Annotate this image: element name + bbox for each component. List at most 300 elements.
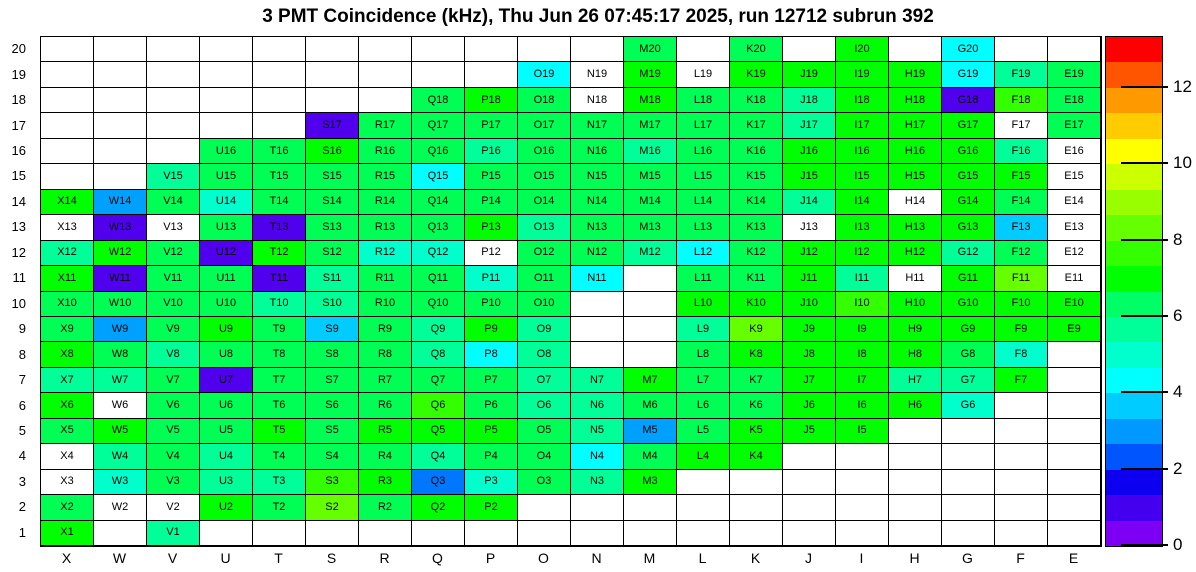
grid-cell-X10: X10 — [41, 292, 94, 317]
grid-cell-F8: F8 — [995, 342, 1048, 367]
grid-cell-U20 — [200, 37, 253, 62]
grid-cell-R13: R13 — [359, 215, 412, 240]
grid-cell-O1 — [518, 521, 571, 546]
grid-cell-P17: P17 — [465, 113, 518, 138]
grid-cell-K17: K17 — [730, 113, 783, 138]
grid-cell-G8: G8 — [942, 342, 995, 367]
grid-cell-S17: S17 — [306, 113, 359, 138]
grid-cell-P12: P12 — [465, 241, 518, 266]
grid-cell-K2 — [730, 495, 783, 520]
grid-cell-I14: I14 — [836, 190, 889, 215]
grid-cell-E11: E11 — [1048, 266, 1101, 291]
grid-cell-R5: R5 — [359, 419, 412, 444]
grid-cell-P10: P10 — [465, 292, 518, 317]
grid-cell-I20: I20 — [836, 37, 889, 62]
grid-cell-Q5: Q5 — [412, 419, 465, 444]
grid-cell-J12: J12 — [783, 241, 836, 266]
grid-cell-F5 — [995, 419, 1048, 444]
y-tick-20: 20 — [11, 41, 26, 57]
y-tick-12: 12 — [11, 244, 26, 260]
grid-cell-S4: S4 — [306, 444, 359, 469]
grid-cell-I9: I9 — [836, 317, 889, 342]
grid-cell-Q2: Q2 — [412, 495, 465, 520]
grid-cell-K19: K19 — [730, 62, 783, 87]
grid-cell-R1 — [359, 521, 412, 546]
grid-cell-F10: F10 — [995, 292, 1048, 317]
grid-cell-S7: S7 — [306, 368, 359, 393]
grid-cell-S9: S9 — [306, 317, 359, 342]
grid-cell-M11 — [624, 266, 677, 291]
grid-cell-E19: E19 — [1048, 62, 1101, 87]
grid-cell-X5: X5 — [41, 419, 94, 444]
x-tick-Q: Q — [432, 550, 443, 566]
grid-cell-O7: O7 — [518, 368, 571, 393]
grid-cell-P14: P14 — [465, 190, 518, 215]
grid-cell-V12: V12 — [147, 241, 200, 266]
grid-cell-H4 — [889, 444, 942, 469]
grid-cell-G18: G18 — [942, 88, 995, 113]
grid-cell-R6: R6 — [359, 393, 412, 418]
grid-cell-J19: J19 — [783, 62, 836, 87]
grid-cell-H15: H15 — [889, 164, 942, 189]
grid-cell-U9: U9 — [200, 317, 253, 342]
grid-cell-Q8: Q8 — [412, 342, 465, 367]
grid-cell-S8: S8 — [306, 342, 359, 367]
grid-cell-G20: G20 — [942, 37, 995, 62]
grid-cell-F12: F12 — [995, 241, 1048, 266]
grid-cell-S18 — [306, 88, 359, 113]
colorbar-tick-mark-12 — [1121, 86, 1168, 88]
grid-cell-I6: I6 — [836, 393, 889, 418]
x-tick-F: F — [1016, 550, 1025, 566]
grid-cell-H13: H13 — [889, 215, 942, 240]
grid-cell-H11: H11 — [889, 266, 942, 291]
grid-cell-H12: H12 — [889, 241, 942, 266]
grid-cell-I5: I5 — [836, 419, 889, 444]
colorbar-tick-label-2: 2 — [1173, 458, 1183, 478]
grid-cell-K8: K8 — [730, 342, 783, 367]
grid-cell-X4: X4 — [41, 444, 94, 469]
grid-cell-Q3: Q3 — [412, 470, 465, 495]
grid-cell-L12: L12 — [677, 241, 730, 266]
grid-cell-F16: F16 — [995, 139, 1048, 164]
grid-cell-P15: P15 — [465, 164, 518, 189]
grid-cell-J20 — [783, 37, 836, 62]
grid-cell-U12: U12 — [200, 241, 253, 266]
grid-cell-K18: K18 — [730, 88, 783, 113]
grid-cell-T20 — [253, 37, 306, 62]
colorbar-tick-mark-8 — [1121, 239, 1168, 241]
grid-cell-I15: I15 — [836, 164, 889, 189]
grid-cell-W7: W7 — [94, 368, 147, 393]
grid-cell-L7: L7 — [677, 368, 730, 393]
heatmap-grid — [40, 36, 1102, 547]
x-tick-R: R — [379, 550, 390, 566]
grid-cell-T9: T9 — [253, 317, 306, 342]
grid-cell-N4: N4 — [571, 444, 624, 469]
grid-cell-G19: G19 — [942, 62, 995, 87]
grid-cell-L2 — [677, 495, 730, 520]
grid-cell-R3: R3 — [359, 470, 412, 495]
grid-cell-T12: T12 — [253, 241, 306, 266]
y-tick-15: 15 — [11, 168, 26, 184]
grid-cell-G6: G6 — [942, 393, 995, 418]
colorbar-tick-label-12: 12 — [1173, 76, 1192, 96]
grid-cell-U6: U6 — [200, 393, 253, 418]
grid-cell-I19: I19 — [836, 62, 889, 87]
grid-cell-V10: V10 — [147, 292, 200, 317]
grid-cell-V1: V1 — [147, 521, 200, 546]
grid-cell-R18 — [359, 88, 412, 113]
grid-cell-O17: O17 — [518, 113, 571, 138]
y-tick-10: 10 — [11, 295, 26, 311]
grid-cell-L14: L14 — [677, 190, 730, 215]
grid-cell-Q13: Q13 — [412, 215, 465, 240]
grid-cell-R2: R2 — [359, 495, 412, 520]
grid-cell-X12: X12 — [41, 241, 94, 266]
grid-cell-P8: P8 — [465, 342, 518, 367]
grid-cell-S16: S16 — [306, 139, 359, 164]
grid-cell-M14: M14 — [624, 190, 677, 215]
grid-cell-N16: N16 — [571, 139, 624, 164]
grid-cell-R14: R14 — [359, 190, 412, 215]
y-tick-7: 7 — [18, 372, 26, 388]
grid-cell-O12: O12 — [518, 241, 571, 266]
x-tick-J: J — [805, 550, 812, 566]
grid-cell-F9: F9 — [995, 317, 1048, 342]
grid-cell-X1: X1 — [41, 521, 94, 546]
grid-cell-W6: W6 — [94, 393, 147, 418]
grid-cell-Q19 — [412, 62, 465, 87]
grid-cell-H2 — [889, 495, 942, 520]
grid-cell-J11: J11 — [783, 266, 836, 291]
grid-cell-S3: S3 — [306, 470, 359, 495]
grid-cell-M2 — [624, 495, 677, 520]
grid-cell-F14: F14 — [995, 190, 1048, 215]
grid-cell-T2: T2 — [253, 495, 306, 520]
grid-cell-S19 — [306, 62, 359, 87]
grid-cell-W12: W12 — [94, 241, 147, 266]
grid-cell-T10: T10 — [253, 292, 306, 317]
grid-cell-T15: T15 — [253, 164, 306, 189]
grid-cell-L10: L10 — [677, 292, 730, 317]
grid-cell-W13: W13 — [94, 215, 147, 240]
grid-cell-S1 — [306, 521, 359, 546]
grid-cell-H3 — [889, 470, 942, 495]
grid-cell-I1 — [836, 521, 889, 546]
grid-cell-I8: I8 — [836, 342, 889, 367]
grid-cell-N12: N12 — [571, 241, 624, 266]
grid-cell-L1 — [677, 521, 730, 546]
x-tick-S: S — [326, 550, 337, 566]
colorbar-tick-mark-2 — [1121, 468, 1168, 470]
grid-cell-J10: J10 — [783, 292, 836, 317]
grid-cell-F7: F7 — [995, 368, 1048, 393]
grid-cell-P13: P13 — [465, 215, 518, 240]
grid-cell-M13: M13 — [624, 215, 677, 240]
y-tick-4: 4 — [18, 448, 26, 464]
grid-cell-R12: R12 — [359, 241, 412, 266]
grid-cell-F15: F15 — [995, 164, 1048, 189]
grid-cell-U5: U5 — [200, 419, 253, 444]
grid-cell-I11: I11 — [836, 266, 889, 291]
y-tick-17: 17 — [11, 117, 26, 133]
colorbar-tick-label-4: 4 — [1173, 382, 1183, 402]
grid-cell-J9: J9 — [783, 317, 836, 342]
grid-cell-M17: M17 — [624, 113, 677, 138]
grid-cell-V16 — [147, 139, 200, 164]
x-tick-L: L — [698, 550, 707, 566]
grid-cell-V9: V9 — [147, 317, 200, 342]
grid-cell-V7: V7 — [147, 368, 200, 393]
grid-cell-T18 — [253, 88, 306, 113]
grid-cell-N6: N6 — [571, 393, 624, 418]
x-tick-U: U — [220, 550, 231, 566]
grid-cell-L16: L16 — [677, 139, 730, 164]
colorbar-tick-label-0: 0 — [1173, 535, 1183, 554]
grid-cell-E16: E16 — [1048, 139, 1101, 164]
grid-cell-V18 — [147, 88, 200, 113]
grid-cell-W9: W9 — [94, 317, 147, 342]
grid-cell-N7: N7 — [571, 368, 624, 393]
grid-cell-M10 — [624, 292, 677, 317]
grid-cell-K14: K14 — [730, 190, 783, 215]
grid-cell-N8 — [571, 342, 624, 367]
x-tick-X: X — [61, 550, 72, 566]
grid-cell-U7: U7 — [200, 368, 253, 393]
grid-cell-P18: P18 — [465, 88, 518, 113]
grid-cell-W16 — [94, 139, 147, 164]
grid-cell-J15: J15 — [783, 164, 836, 189]
grid-cell-I2 — [836, 495, 889, 520]
grid-cell-T7: T7 — [253, 368, 306, 393]
grid-cell-W19 — [94, 62, 147, 87]
grid-cell-F19: F19 — [995, 62, 1048, 87]
grid-cell-P9: P9 — [465, 317, 518, 342]
grid-cell-E13: E13 — [1048, 215, 1101, 240]
grid-cell-X6: X6 — [41, 393, 94, 418]
grid-cell-W14: W14 — [94, 190, 147, 215]
grid-cell-F20 — [995, 37, 1048, 62]
x-tick-T: T — [274, 550, 283, 566]
grid-cell-U4: U4 — [200, 444, 253, 469]
grid-cell-N15: N15 — [571, 164, 624, 189]
grid-cell-J3 — [783, 470, 836, 495]
grid-cell-Q16: Q16 — [412, 139, 465, 164]
grid-cell-F2 — [995, 495, 1048, 520]
grid-cell-H8: H8 — [889, 342, 942, 367]
grid-cell-G13: G13 — [942, 215, 995, 240]
grid-cell-G11: G11 — [942, 266, 995, 291]
grid-cell-V6: V6 — [147, 393, 200, 418]
grid-cell-K1 — [730, 521, 783, 546]
grid-cell-E8 — [1048, 342, 1101, 367]
grid-cell-X2: X2 — [41, 495, 94, 520]
grid-cell-X18 — [41, 88, 94, 113]
grid-cell-O11: O11 — [518, 266, 571, 291]
grid-cell-Q20 — [412, 37, 465, 62]
grid-cell-H7: H7 — [889, 368, 942, 393]
grid-cell-X19 — [41, 62, 94, 87]
grid-cell-T3: T3 — [253, 470, 306, 495]
grid-cell-E10: E10 — [1048, 292, 1101, 317]
chart-title: 3 PMT Coincidence (kHz), Thu Jun 26 07:45:17 2025, run 12712 subrun 392 — [262, 6, 934, 27]
grid-cell-G7: G7 — [942, 368, 995, 393]
grid-cell-U16: U16 — [200, 139, 253, 164]
x-tick-K: K — [750, 550, 761, 566]
grid-cell-O3: O3 — [518, 470, 571, 495]
grid-cell-U2: U2 — [200, 495, 253, 520]
grid-cell-G12: G12 — [942, 241, 995, 266]
grid-cell-Q4: Q4 — [412, 444, 465, 469]
grid-cell-M7: M7 — [624, 368, 677, 393]
grid-cell-M5: M5 — [624, 419, 677, 444]
grid-cell-T19 — [253, 62, 306, 87]
grid-cell-M6: M6 — [624, 393, 677, 418]
grid-cell-F1 — [995, 521, 1048, 546]
grid-cell-V13: V13 — [147, 215, 200, 240]
grid-cell-N14: N14 — [571, 190, 624, 215]
x-tick-M: M — [643, 550, 656, 566]
grid-cell-K4: K4 — [730, 444, 783, 469]
grid-cell-I16: I16 — [836, 139, 889, 164]
grid-cell-P20 — [465, 37, 518, 62]
grid-cell-V3: V3 — [147, 470, 200, 495]
grid-cell-E6 — [1048, 393, 1101, 418]
grid-cell-R16: R16 — [359, 139, 412, 164]
grid-cell-P3: P3 — [465, 470, 518, 495]
grid-cell-Q7: Q7 — [412, 368, 465, 393]
colorbar-tick-mark-4 — [1121, 391, 1168, 393]
grid-cell-L4: L4 — [677, 444, 730, 469]
grid-cell-Q18: Q18 — [412, 88, 465, 113]
grid-cell-N13: N13 — [571, 215, 624, 240]
grid-cell-O4: O4 — [518, 444, 571, 469]
grid-cell-K3 — [730, 470, 783, 495]
grid-cell-M15: M15 — [624, 164, 677, 189]
grid-cell-L9: L9 — [677, 317, 730, 342]
grid-cell-X8: X8 — [41, 342, 94, 367]
grid-cell-N17: N17 — [571, 113, 624, 138]
y-tick-14: 14 — [11, 193, 26, 209]
grid-cell-J14: J14 — [783, 190, 836, 215]
grid-cell-U3: U3 — [200, 470, 253, 495]
grid-cell-E3 — [1048, 470, 1101, 495]
grid-cell-L18: L18 — [677, 88, 730, 113]
grid-cell-W20 — [94, 37, 147, 62]
grid-cell-P1 — [465, 521, 518, 546]
grid-cell-M3: M3 — [624, 470, 677, 495]
grid-cell-O2 — [518, 495, 571, 520]
grid-cell-F18: F18 — [995, 88, 1048, 113]
grid-cell-M12: M12 — [624, 241, 677, 266]
grid-cell-M9 — [624, 317, 677, 342]
grid-cell-H9: H9 — [889, 317, 942, 342]
grid-cell-H17: H17 — [889, 113, 942, 138]
grid-cell-M16: M16 — [624, 139, 677, 164]
grid-cell-V17 — [147, 113, 200, 138]
grid-cell-H19: H19 — [889, 62, 942, 87]
grid-cell-V11: V11 — [147, 266, 200, 291]
grid-cell-O20 — [518, 37, 571, 62]
grid-cell-W4: W4 — [94, 444, 147, 469]
grid-cell-O16: O16 — [518, 139, 571, 164]
grid-cell-F11: F11 — [995, 266, 1048, 291]
grid-cell-K11: K11 — [730, 266, 783, 291]
grid-cell-N19: N19 — [571, 62, 624, 87]
y-tick-9: 9 — [18, 321, 26, 337]
grid-cell-J6: J6 — [783, 393, 836, 418]
grid-cell-G10: G10 — [942, 292, 995, 317]
grid-cell-J2 — [783, 495, 836, 520]
grid-cell-Q6: Q6 — [412, 393, 465, 418]
x-tick-N: N — [591, 550, 602, 566]
grid-cell-M18: M18 — [624, 88, 677, 113]
grid-cell-Q1 — [412, 521, 465, 546]
grid-cell-K13: K13 — [730, 215, 783, 240]
grid-cell-S12: S12 — [306, 241, 359, 266]
grid-cell-M8 — [624, 342, 677, 367]
grid-cell-S6: S6 — [306, 393, 359, 418]
grid-cell-M19: M19 — [624, 62, 677, 87]
grid-cell-P19 — [465, 62, 518, 87]
grid-cell-J8: J8 — [783, 342, 836, 367]
y-tick-19: 19 — [11, 66, 26, 82]
grid-cell-W15 — [94, 164, 147, 189]
colorbar-tick-mark-6 — [1121, 315, 1168, 317]
grid-cell-V5: V5 — [147, 419, 200, 444]
grid-cell-H16: H16 — [889, 139, 942, 164]
grid-cell-L3 — [677, 470, 730, 495]
grid-cell-L15: L15 — [677, 164, 730, 189]
grid-cell-P5: P5 — [465, 419, 518, 444]
grid-cell-J18: J18 — [783, 88, 836, 113]
grid-cell-W8: W8 — [94, 342, 147, 367]
grid-cell-I3 — [836, 470, 889, 495]
grid-cell-H6: H6 — [889, 393, 942, 418]
grid-cell-Q10: Q10 — [412, 292, 465, 317]
grid-cell-E14: E14 — [1048, 190, 1101, 215]
grid-cell-M4: M4 — [624, 444, 677, 469]
grid-cell-X20 — [41, 37, 94, 62]
grid-cell-G9: G9 — [942, 317, 995, 342]
grid-cell-U14: U14 — [200, 190, 253, 215]
grid-cell-R17: R17 — [359, 113, 412, 138]
grid-cell-S5: S5 — [306, 419, 359, 444]
grid-cell-J7: J7 — [783, 368, 836, 393]
grid-cell-R4: R4 — [359, 444, 412, 469]
grid-cell-K12: K12 — [730, 241, 783, 266]
grid-cell-I17: I17 — [836, 113, 889, 138]
grid-cell-O5: O5 — [518, 419, 571, 444]
grid-cell-U10: U10 — [200, 292, 253, 317]
grid-cell-P2: P2 — [465, 495, 518, 520]
grid-cell-S2: S2 — [306, 495, 359, 520]
grid-cell-W18 — [94, 88, 147, 113]
grid-cell-E12: E12 — [1048, 241, 1101, 266]
grid-cell-N2 — [571, 495, 624, 520]
grid-cell-E15: E15 — [1048, 164, 1101, 189]
grid-cell-U11: U11 — [200, 266, 253, 291]
grid-cell-U18 — [200, 88, 253, 113]
grid-cell-E18: E18 — [1048, 88, 1101, 113]
grid-cell-F6 — [995, 393, 1048, 418]
grid-cell-T4: T4 — [253, 444, 306, 469]
x-tick-O: O — [538, 550, 549, 566]
grid-cell-E17: E17 — [1048, 113, 1101, 138]
grid-cell-X3: X3 — [41, 470, 94, 495]
y-tick-8: 8 — [18, 346, 26, 362]
